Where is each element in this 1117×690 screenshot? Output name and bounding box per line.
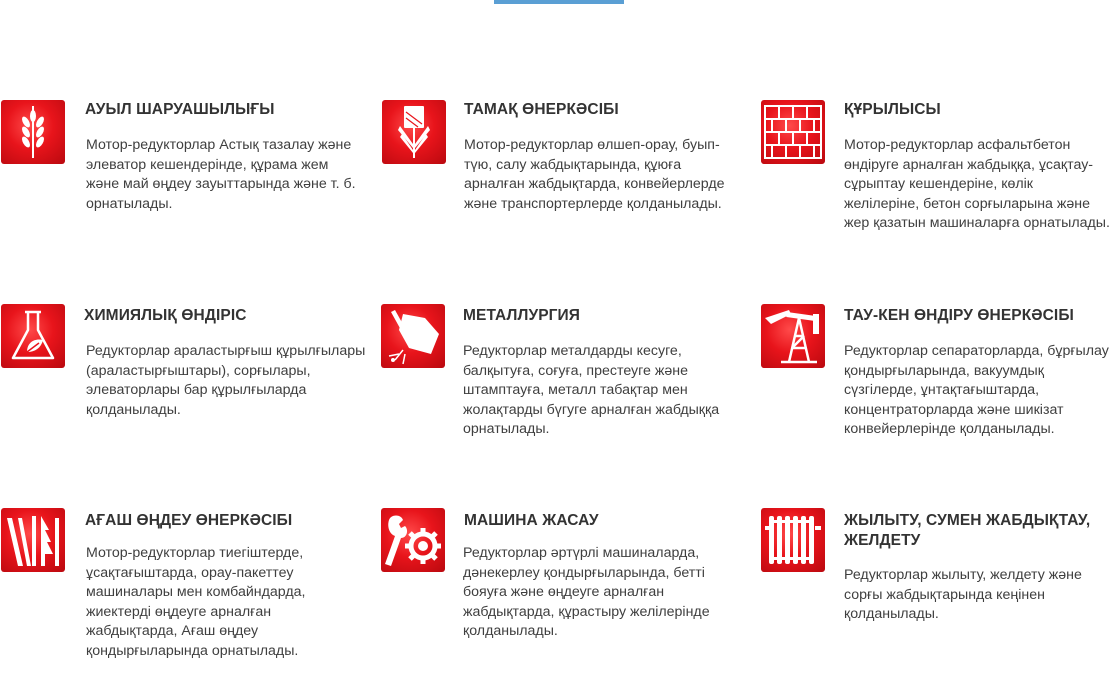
card-text: Редукторлар сепараторларда, бұрғылау қондырғыларында, вакуумдық сүзгілерде, ұнтақтағыштарда, концентраторларда және шикізат конвейерлерінде қолданылады. — [844, 343, 1109, 437]
metallurgy-ladle-icon — [381, 304, 445, 368]
card-title: МЕТАЛЛУРГИЯ — [463, 307, 581, 324]
card-title: АУЫЛ ШАРУАШЫЛЫҒЫ — [85, 101, 275, 118]
card-text: Мотор-редукторлар Астық тазалау және элеватор кешендерінде, құрама жем және май өңдеу зауыттарында және т. б. орнатылады. — [86, 137, 356, 212]
chemistry-flask-icon — [1, 304, 65, 368]
wheat-icon — [1, 100, 65, 164]
card-title: ТАУ-КЕН ӨНДІРУ ӨНЕРКӘСІБІ — [844, 307, 1074, 324]
card-text: Редукторлар металдарды кесуге, балқытуға, соғуға, престеуге және штамптауға, металл табақтар мен жолақтарды бүгуге арналған жабдыққа орнатылады. — [463, 343, 720, 437]
card-text: Редукторлар араластырғыш құрылғылары (араластырғыштары), сорғылары, элеваторлары бар құрылғыларда қолданылады. — [86, 343, 366, 418]
card-title: ТАМАҚ ӨНЕРКӘСІБІ — [464, 101, 619, 118]
card-text: Редукторлар жылыту, желдету және сорғы жабдықтарында кеңінен қолданылады. — [844, 567, 1082, 622]
card-title: АҒАШ ӨҢДЕУ ӨНЕРКӘСІБІ — [85, 512, 293, 529]
oil-pump-icon — [761, 304, 825, 368]
card-title: ЖЫЛЫТУ, СУМЕН ЖАБДЫҚТАУ, ЖЕЛДЕТУ — [844, 512, 1091, 549]
wrench-gear-icon — [381, 508, 445, 572]
brick-wall-icon — [761, 100, 825, 164]
card-text: Мотор-редукторлар тиегіштерде, ұсақтағыштарда, орау-пакеттеу машиналары мен комбайндарда, жиектерді өңдеуге арналған жабдықтарда, Ағаш өңдеу қондырғыларында орнатылады. — [86, 545, 306, 659]
card-text: Редукторлар әртүрлі машиналарда, дәнекерлеу қондырғыларында, бетті бояуға және өңдеуге арналған жабдықтарда, құрастыру желілерінде қолданылады. — [463, 545, 710, 639]
food-processing-icon — [382, 100, 446, 164]
card-title: ХИМИЯЛЫҚ ӨНДІРІС — [84, 307, 247, 324]
card-title: ҚҰРЫЛЫСЫ — [844, 101, 941, 118]
wood-planks-icon — [1, 508, 65, 572]
card-text: Мотор-редукторлар өлшеп-орау, буып-түю, салу жабдықтарында, құюға арналған жабдықтарда, конвейерлерде және транспортерлерде қолданылады. — [464, 137, 725, 212]
radiator-icon — [761, 508, 825, 572]
top-accent-bar — [494, 0, 624, 4]
card-text: Мотор-редукторлар асфальтбетон өндіруге арналған жабдыққа, ұсақтау-сұрыптау кешендеріне, көлік желілеріне, бетон сорғыларына және жер қазатын машиналарға орнатылады. — [844, 137, 1110, 231]
card-title: МАШИНА ЖАСАУ — [464, 512, 599, 529]
